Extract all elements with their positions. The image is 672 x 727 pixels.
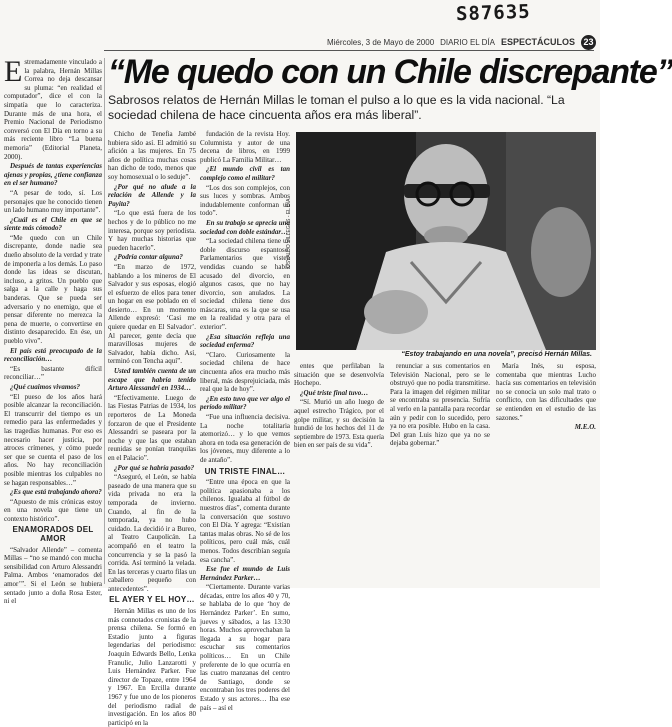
header-section: ESPECTÁCULOS xyxy=(500,37,575,47)
question: ¿Por qué no alude a la relación de Allende y la Payita? xyxy=(108,182,196,208)
answer: “Efectivamente. Luego de las Fiestas Patrias de 1934, los reporteros de La Moneda forzaron de que el Presidente Alessandri se paseara por la noche y que las que estaban reunidas se ponían tranquilas en el Palacio”. xyxy=(108,393,196,462)
answer: “Ciertamente. Durante varias décadas, entre los años 40 y 70, se hablaba de lo que ‘hoy de Hernández Parker’. En sumo, jueves y sábados, a las 13:30 horas. Muchos aprovechaban la llegada a su hogar para escuchar sus comentarios políticos… En un Chile preferente de lo que ocurría en las cuatro manzanas del centro de Santiago, donde se encontraban los tres poderes del Estado y sus actores… Iba ese país – así el xyxy=(200,583,290,712)
article-column-2 xyxy=(108,130,196,727)
answer: “La sociedad chilena tiene un doble discurso espantoso. Parlamentarios que visten vendidas cuando se había acusado del divorcio, en algunos casos, que no hay divorcio, son anulados. La sociedad chilena tiene dos máscaras, una es la que se usa en la realidad y otra para el exterior”. xyxy=(200,237,290,332)
paragraph: renunciar a sus comentarios en Televisión Nacional, pero se le obstruyó que no podía transmitirse. Para la imagen del régimen militar se encontraba su presencia. Sufría al verlo en la pantalla para recordar aún y pedir con lo sucedido, pero ya no era posible. Hubo en la casa. Del gran Luis hizo que ya no se dejaba gobernar.” xyxy=(390,362,490,448)
section-heading: UN TRISTE FINAL… xyxy=(204,466,286,476)
paragraph: entes que perfilaban la situación que se desenvolvía Hochepo. xyxy=(294,362,384,388)
subheadline: Sabrosos relatos de Hernán Millas le toman el pulso a lo que es la vida nacional. “La sociedad chilena de hace cincuenta años era más liberal”. xyxy=(108,93,565,122)
answer: “Apuesto de mis crónicas estoy en una novela que tiene un contexto histórico”. xyxy=(4,497,102,523)
portrait-photo xyxy=(296,132,596,350)
dropcap-letter: E xyxy=(4,55,23,88)
column-divider xyxy=(104,58,105,584)
question: ¿Podría contar alguna? xyxy=(114,253,183,262)
question: En su trabajo se aprecia una sociedad con doble estándar… xyxy=(200,218,290,236)
question: ¿Qué cuaimos vivamos? xyxy=(10,382,80,391)
answer: “Lo que está fuera de los hechos y de lo público no me interesa, porque soy periodista. Y hay muchas historias que pueden hacerlo”. xyxy=(108,209,196,252)
answer: “En marzo de 1972, hablando a los mineros de El Salvador y sus esposas, elogió el esfuerzo de ellos para tener un hogar en ese poblado en el desierto… En un momento Allende expresó: ‘Casi me quiere quedar en El Salvador’. Al parecer, gente decía que maravillosas mujeres de Salvador, había dicho. Así, terminó con Tencha aquí”. xyxy=(108,262,196,366)
article-column-5 xyxy=(390,362,490,586)
answer: “El pueso de los años hará posible alcanzar la reconciliación. El transcurrir del tiempo es un remedio para las enfermedades y las tragedias humanas. Por eso es necesario hacer justicia, por atroces crímenes, y cómo puede ser que se cuenta el paso de los años. No hay reconciliación posible mientras los culpables no se hagan responsables…” xyxy=(4,392,102,487)
question: ¿Por qué se habría pasado? xyxy=(114,463,195,472)
author-signature: M.E.O. xyxy=(574,423,596,432)
answer: “Salvador Allende” – comenta Millas – “no se mandó con mucha sensibilidad con Arturo Alessandri Palma. Ambos ‘enamorados del amor’”. Si el León se hubiera sentado junto a doña Rosa Ester, ni el xyxy=(4,545,102,606)
section-heading: ENAMORADOS DEL AMOR xyxy=(12,525,94,544)
article-column-4 xyxy=(294,362,384,586)
paragraph: “Entre una época en que la política apasionaba a los chilenos. Igualaba al fútbol de nuestros días”, comenta durante la conversación que sostuvo con El Día. Y agrega: “Existían tantas malas obras. No sé de los políticos, pero cuál más, cuál menos. Todos describían seguía esa cancha”. xyxy=(200,478,290,564)
question: ¿Esa situación refleja una sociedad enferma? xyxy=(200,332,290,350)
portrait-illustration xyxy=(296,132,596,350)
handwritten-archive-code: S87635 xyxy=(455,0,532,26)
question: ¿Cuál es el Chile en que se siente más cómodo? xyxy=(4,215,102,233)
header-date: Miércoles, 3 de Mayo de 2000 xyxy=(326,37,435,47)
article-column-1 xyxy=(4,55,102,606)
answer: “Me quedo con un Chile discrepante, donde nadie sea dueño absoluto de la verdad y trate de imponerla a los demás. Lo paso donde las ideas se discutan, incluso, a gritos. Un pueblo que salga a la calle y haga sus banderas. Que se pueda ser adversario y no enemigo, que el pensar diferente no merezca la pena de muerte, o convertirse en distinto desaparecido. En ése, un pueblo vivo”. xyxy=(4,233,102,345)
header-rule xyxy=(104,50,594,51)
answer: “Es bastante difícil reconciliar…” xyxy=(4,364,102,382)
question: Usted también cuenta de un escape que habría tenido Arturo Alessandri en 1934… xyxy=(108,367,196,393)
question: ¿Es que está trabajando ahora? xyxy=(10,488,102,497)
answer: “Los dos son complejos, con sus luces y sombras. Ambos indudablemente conforman un todo”. xyxy=(200,183,290,218)
header-paper: DIARIO EL DÍA xyxy=(440,37,495,47)
answer: “Claro. Curiosamente la sociedad chilena de hace cincuenta años era mucho más liberal, más desprejuiciada, más real que la de hoy”. xyxy=(200,350,290,394)
answer: “A pesar de todo, sí. Los personajes que he conocido tienen un lado humano muy importante”. xyxy=(4,188,102,215)
paragraph: fundación de la revista Hoy. Columnista y autor de una decena de libros, en 1999 publicó La Familia Militar… xyxy=(200,130,290,164)
paragraph: Chicho de Tenefia Jambé hubiera sido así. El admitió su afición a las mujeres. En 75 años de política muchas cosas han dicho de todo, menos que soy homosexual o lo seduje”. xyxy=(108,130,196,181)
question: Después de tantas experiencias ajenas y propias, ¿tiene confianza en el ser humano? xyxy=(4,162,102,188)
question: El país está preocupado de la reconciliación… xyxy=(4,346,102,364)
question: ¿El mundo civil es tan complejo como el militar? xyxy=(200,165,290,182)
page-number-badge: 23 xyxy=(581,35,596,50)
answer: “Fue una influencia decisiva. La noche totalitaria atemorizó… y lo que vemos ahora en toda esa generación de los jóvenes, muy diferente a lo de antaño”. xyxy=(200,413,290,464)
paragraph: Hernán Millas es uno de los más connotados cronistas de la prensa chilena. Se formó en Estadio junto a figuras legendarias del periodismo: Joaquín Edwards Bello, Lenka Franulic, Julio Lanzarotti y Luis Hernández Parker. Fue director de Topaze, entre 1964 y 1967. En Ercilla durante 1967 y fue uno de los pioneros del periodismo radial de investigación. En los años 80 participó en la xyxy=(108,607,196,727)
question: ¿Qué triste final tuvo… xyxy=(300,388,369,397)
photo-credit: OSVALDO VILLEGAS - EL DÍA xyxy=(286,198,292,268)
section-heading: EL AYER Y EL HOY… xyxy=(109,595,195,605)
headline: “Me quedo con un Chile discrepante” xyxy=(108,53,672,91)
article-column-6 xyxy=(496,362,596,586)
article-column-3 xyxy=(200,130,290,712)
intro-paragraph: stremadamente vinculado a la palabra, Hernán Millas Correa no deja descansar su pluma: “en realidad el computador”, dice el con la simpatía que lo caracteriza. Durante más de una hora, el Premio Nacional de Periodismo conversó con El Día en torno a su más reciente libro “La buena memoria” (Editorial Planeta, 2000). xyxy=(4,58,102,161)
question: Ese fue el mundo de Luis Hernández Parker… xyxy=(200,565,290,582)
answer: “Aseguró, el León, se había paseado de una manera que su vida privada no era la temporada de invierno. Cuando, al fin de la temporada, ya no hubo cuidado. La decidió ir a Bureo, al Teatro Caupolicán. La acompañó en el teatro la concurrencia y se la pasó la corrida. Así terminó la velada. En las terceras y cuarto filas un caballero pequeño con antecedentes”. xyxy=(108,473,196,593)
answer: “Sí. Murió un año luego de aquel estrecho Trágico, por el golpe militar, y su decisión la hundió de los hechos del 11 de septiembre de 1973. Esta quería bien en ser país de su vida”. xyxy=(294,398,384,450)
photo-caption: “Estoy trabajando en una novela”, precisó Hernán Millas. xyxy=(401,351,592,358)
question: ¿En esto tuvo que ver algo el período militar? xyxy=(200,394,290,412)
paragraph: María Inés, su esposa, comentaba que mientras Lucho hacía sus comentarios en televisión no se conocía un solo mal trato o conflicto, con las dificultades que se entienden en el estudio de las sazones.” xyxy=(496,362,596,422)
page-header xyxy=(300,35,596,49)
